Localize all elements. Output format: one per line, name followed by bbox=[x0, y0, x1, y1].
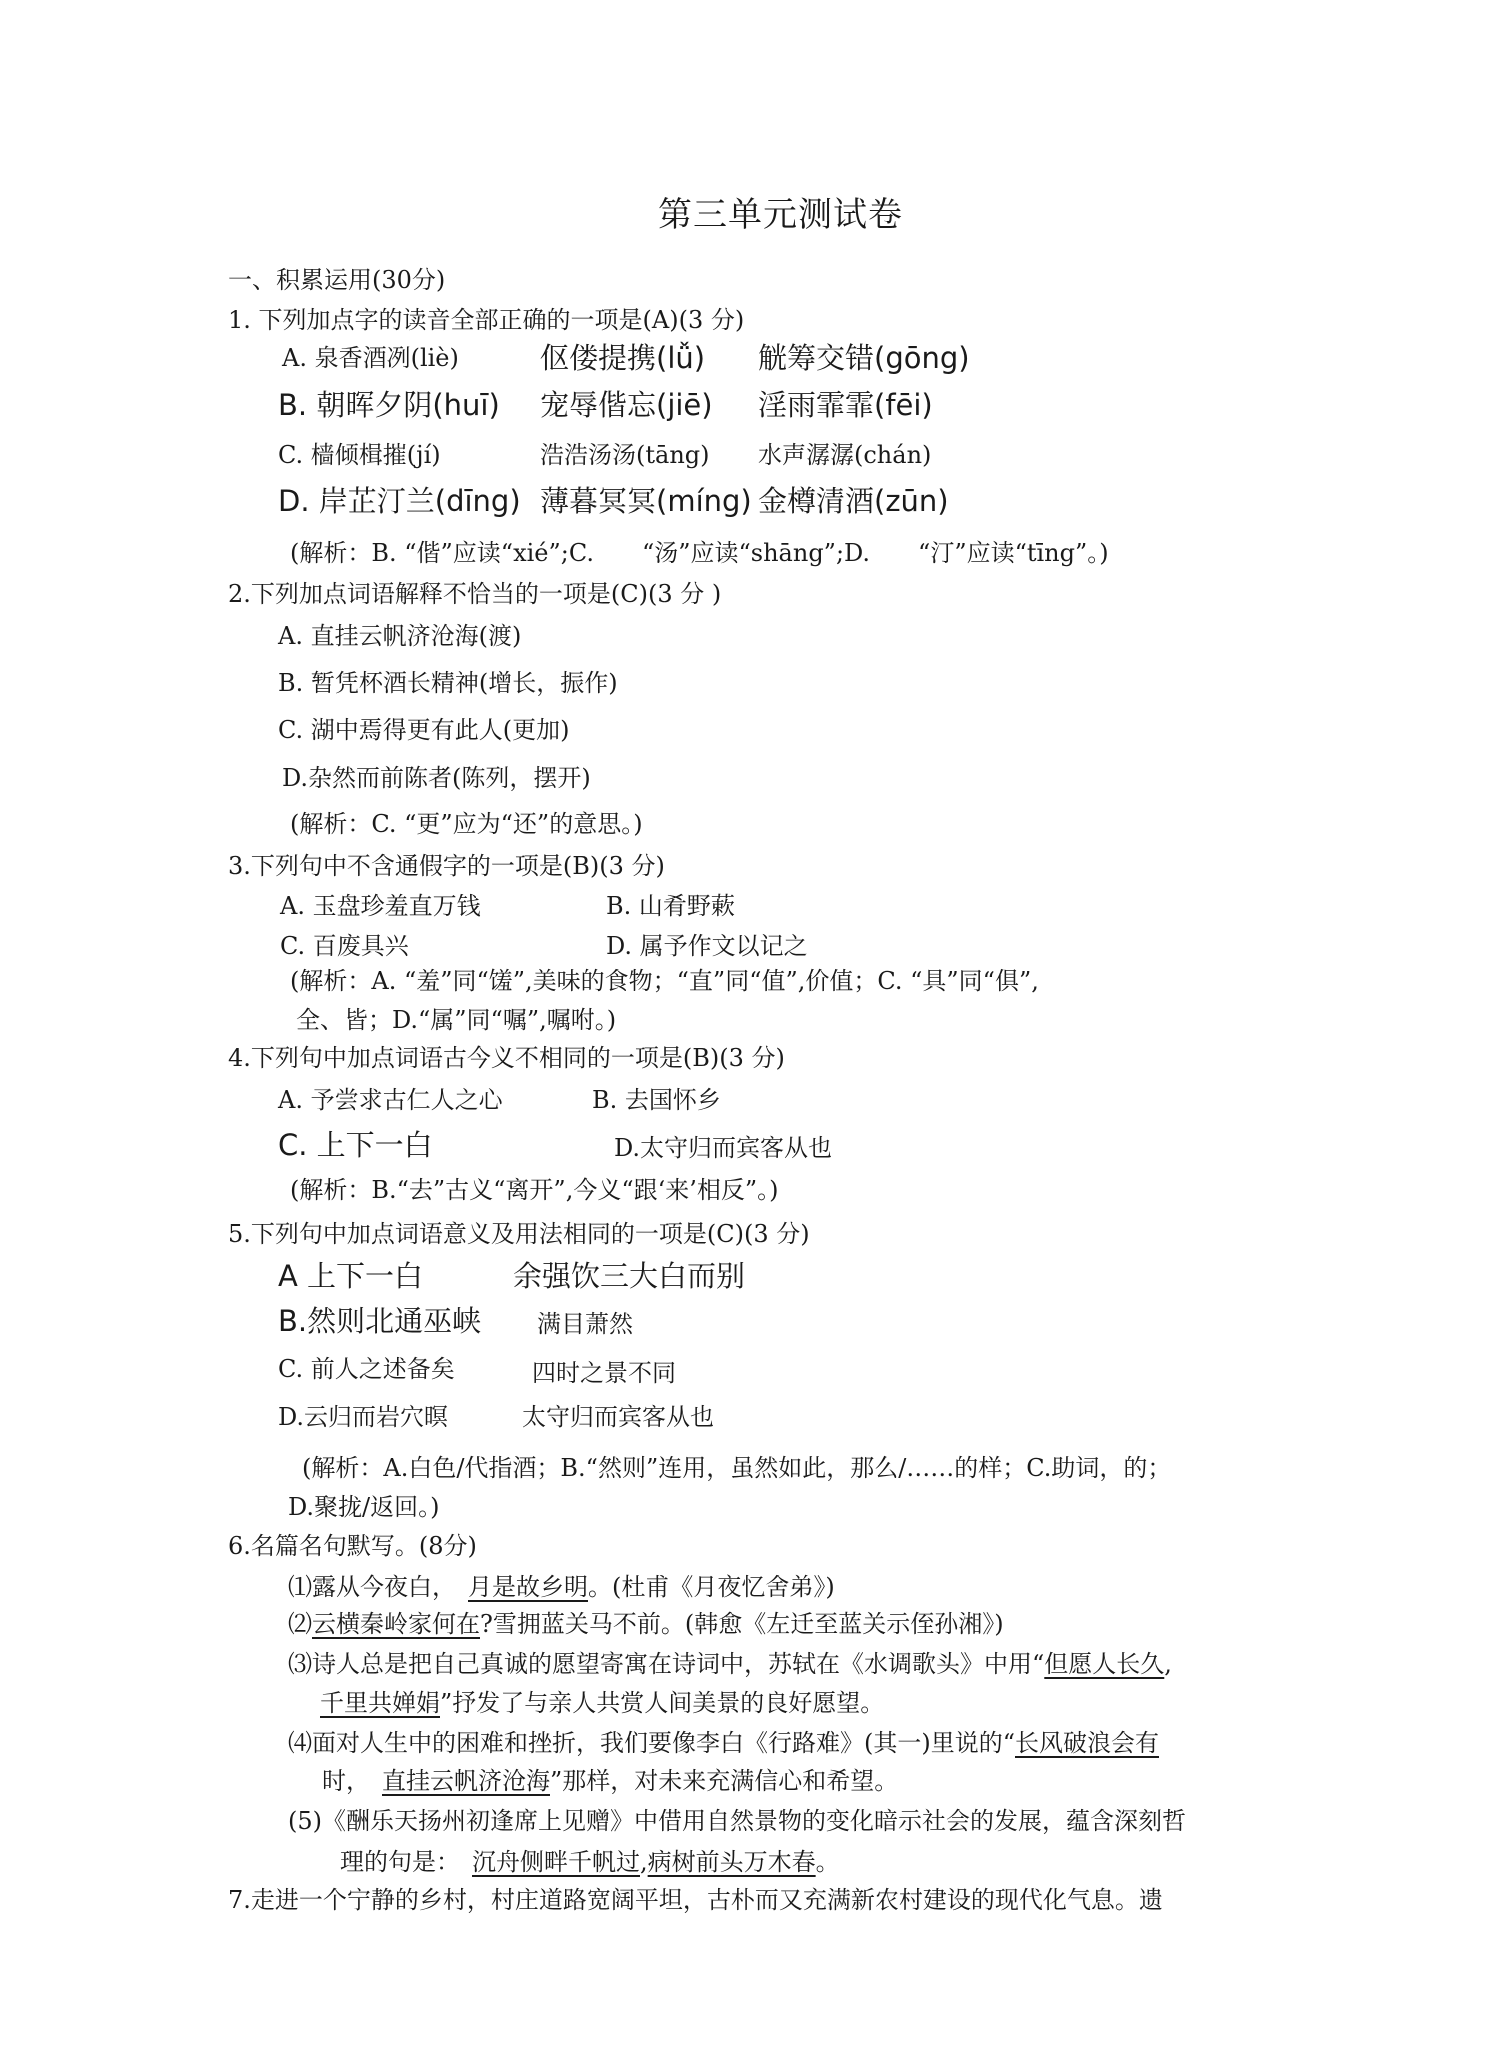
option-d2: 薄暮冥冥(míng) bbox=[540, 484, 752, 518]
question-5-option-c2: 四时之景不同 bbox=[532, 1359, 676, 1387]
question-4-option-b: B. 去国怀乡 bbox=[592, 1086, 721, 1114]
recite-item-5-answer-2: 病树前头万木春 bbox=[647, 1848, 816, 1876]
recite-item-3-prompt: ⑶诗人总是把自己真诚的愿望寄寓在诗词中，苏轼在《水调歌头》中用“ bbox=[288, 1650, 1045, 1678]
question-3-option-a: A. 玉盘珍羞直万钱 bbox=[280, 892, 481, 920]
section-heading: 一、积累运用(30分) bbox=[228, 266, 446, 294]
recite-item-2-number: ⑵ bbox=[288, 1610, 312, 1638]
recite-item-5-line2 bbox=[340, 1845, 840, 1879]
option-a3: 觥筹交错(gōng) bbox=[758, 341, 970, 375]
question-3-option-c: C. 百废具兴 bbox=[280, 932, 409, 960]
question-1-option-a-row bbox=[282, 341, 982, 381]
question-1-option-d-row bbox=[278, 484, 998, 524]
question-2-option-a: A. 直挂云帆济沧海(渡) bbox=[278, 622, 522, 650]
recite-item-5-period: 。 bbox=[815, 1848, 840, 1876]
recite-item-5-answer-1: 沉舟侧畔千帆过 bbox=[472, 1848, 640, 1876]
question-5-option-b1: B.然则北通巫峡 bbox=[278, 1304, 482, 1338]
recite-item-4-prompt: ⑷面对人生中的困难和挫折，我们要像李白《行路难》(其一)里说的“ bbox=[288, 1729, 1015, 1757]
recite-item-5-line1: (5)《酬乐天扬州初逢席上见赠》中借用自然景物的变化暗示社会的发展，蕴含深刻哲 bbox=[288, 1807, 1186, 1835]
question-1-option-c-row bbox=[278, 438, 978, 478]
question-3-analysis-line2: 全、皆；D.“属”同“嘱”,嘱咐。) bbox=[296, 1006, 617, 1034]
option-c2: 浩浩汤汤(tāng) bbox=[540, 441, 710, 469]
question-4-option-a: A. 予尝求古仁人之心 bbox=[278, 1086, 503, 1114]
question-1-stem: 1. 下列加点字的读音全部正确的一项是(A)(3 分) bbox=[228, 306, 745, 334]
recite-item-4-line2 bbox=[322, 1764, 898, 1798]
question-2-option-d: D.杂然而前陈者(陈列，摆开) bbox=[282, 764, 591, 792]
question-5-option-a2: 余强饮三大白而别 bbox=[513, 1259, 746, 1293]
question-2-stem: 2.下列加点词语解释不恰当的一项是(C)(3 分 ) bbox=[228, 580, 722, 608]
question-2-option-c: C. 湖中焉得更有此人(更加) bbox=[278, 716, 570, 744]
recite-item-1 bbox=[288, 1570, 835, 1604]
recite-item-3-line2 bbox=[320, 1686, 884, 1720]
question-6-stem: 6.名篇名句默写。(8分) bbox=[228, 1532, 477, 1560]
question-1-option-b-row bbox=[278, 388, 978, 428]
question-3-option-b: B. 山肴野蔌 bbox=[606, 892, 735, 920]
option-b2: 宠辱偕忘(jiē) bbox=[540, 388, 713, 422]
question-1-analysis: (解析：B. “偕”应读“xié”;C. “汤”应读“shāng”;D. “汀”应读“tīng”。) bbox=[290, 539, 1109, 567]
option-c1: C. 樯倾楫摧(jí) bbox=[278, 441, 441, 469]
recite-item-3-answer-2: 千里共婵娟 bbox=[320, 1689, 440, 1717]
question-4-stem: 4.下列句中加点词语古今义不相同的一项是(B)(3 分) bbox=[228, 1044, 785, 1072]
question-5-option-c1: C. 前人之述备矣 bbox=[278, 1355, 455, 1383]
option-a2: 伛偻提携(lǚ) bbox=[540, 341, 706, 375]
question-4-option-c: C. 上下一白 bbox=[278, 1128, 433, 1162]
recite-item-5-comma: , bbox=[640, 1848, 648, 1876]
question-5-analysis-line2: D.聚拢/返回。) bbox=[288, 1493, 440, 1521]
recite-item-1-source: 。(杜甫《月夜忆舍弟》) bbox=[588, 1573, 835, 1601]
recite-item-2 bbox=[288, 1607, 1004, 1641]
recite-item-2-rest: ?雪拥蓝关马不前。(韩愈《左迁至蓝关示侄孙湘》) bbox=[480, 1610, 1004, 1638]
recite-item-4-answer-2: 直挂云帆济沧海 bbox=[382, 1767, 550, 1795]
question-5-stem: 5.下列句中加点词语意义及用法相同的一项是(C)(3 分) bbox=[228, 1220, 810, 1248]
question-5-option-b2: 满目萧然 bbox=[537, 1310, 633, 1338]
option-a1: A. 泉香酒冽(liè) bbox=[282, 344, 459, 372]
question-5-option-a1: A 上下一白 bbox=[278, 1259, 424, 1293]
question-5-analysis-line1: (解析：A.白色/代指酒；B.“然则”连用，虽然如此，那么/……的样；C.助词，的； bbox=[302, 1454, 1172, 1482]
question-5-option-d2: 太守归而宾客从也 bbox=[522, 1403, 714, 1431]
option-b3: 淫雨霏霏(fēi) bbox=[758, 388, 933, 422]
question-3-option-d: D. 属予作文以记之 bbox=[606, 932, 808, 960]
option-d1: D. 岸芷汀兰(dīng) bbox=[278, 484, 521, 518]
recite-item-1-answer: 月是故乡明 bbox=[468, 1573, 588, 1601]
question-3-analysis-line1: (解析：A. “羞”同“馐”,美味的食物；“直”同“值”,价值；C. “具”同“俱”, bbox=[290, 967, 1039, 995]
question-5-option-d1: D.云归而岩穴暝 bbox=[278, 1403, 449, 1431]
question-2-analysis: (解析：C. “更”应为“还”的意思。) bbox=[290, 810, 643, 838]
recite-item-4-answer-1: 长风破浪会有 bbox=[1015, 1729, 1159, 1757]
recite-item-3-rest: ”抒发了与亲人共赏人间美景的良好愿望。 bbox=[440, 1689, 885, 1717]
recite-item-5-prefix: 理的句是： bbox=[340, 1848, 472, 1876]
question-4-analysis: (解析：B.“去”古义“离开”,今义“跟‘来’相反”。) bbox=[290, 1176, 779, 1204]
question-4-option-d: D.太守归而宾客从也 bbox=[614, 1134, 833, 1162]
page-title: 第三单元测试卷 bbox=[658, 195, 903, 235]
recite-item-1-prompt: ⑴露从今夜白， bbox=[288, 1573, 468, 1601]
question-7-stem: 7.走进一个宁静的乡村，村庄道路宽阔平坦，古朴而又充满新农村建设的现代化气息。遗 bbox=[228, 1886, 1163, 1914]
recite-item-2-answer: 云横秦岭家何在 bbox=[312, 1610, 480, 1638]
recite-item-3-comma: , bbox=[1164, 1650, 1172, 1678]
question-2-option-b: B. 暂凭杯酒长精神(增长，振作) bbox=[278, 669, 618, 697]
recite-item-3-answer-1: 但愿人长久 bbox=[1044, 1650, 1165, 1678]
option-d3: 金樽清酒(zūn) bbox=[758, 484, 949, 518]
option-c3: 水声潺潺(chán) bbox=[758, 441, 932, 469]
option-b1: B. 朝晖夕阴(huī) bbox=[278, 388, 500, 422]
question-3-stem: 3.下列句中不含通假字的一项是(B)(3 分) bbox=[228, 852, 665, 880]
recite-item-4-rest: ”那样，对未来充满信心和希望。 bbox=[550, 1767, 899, 1795]
recite-item-4-line1 bbox=[288, 1726, 1159, 1760]
recite-item-4-prefix: 时， bbox=[322, 1767, 382, 1795]
recite-item-3-line1 bbox=[288, 1647, 1172, 1681]
